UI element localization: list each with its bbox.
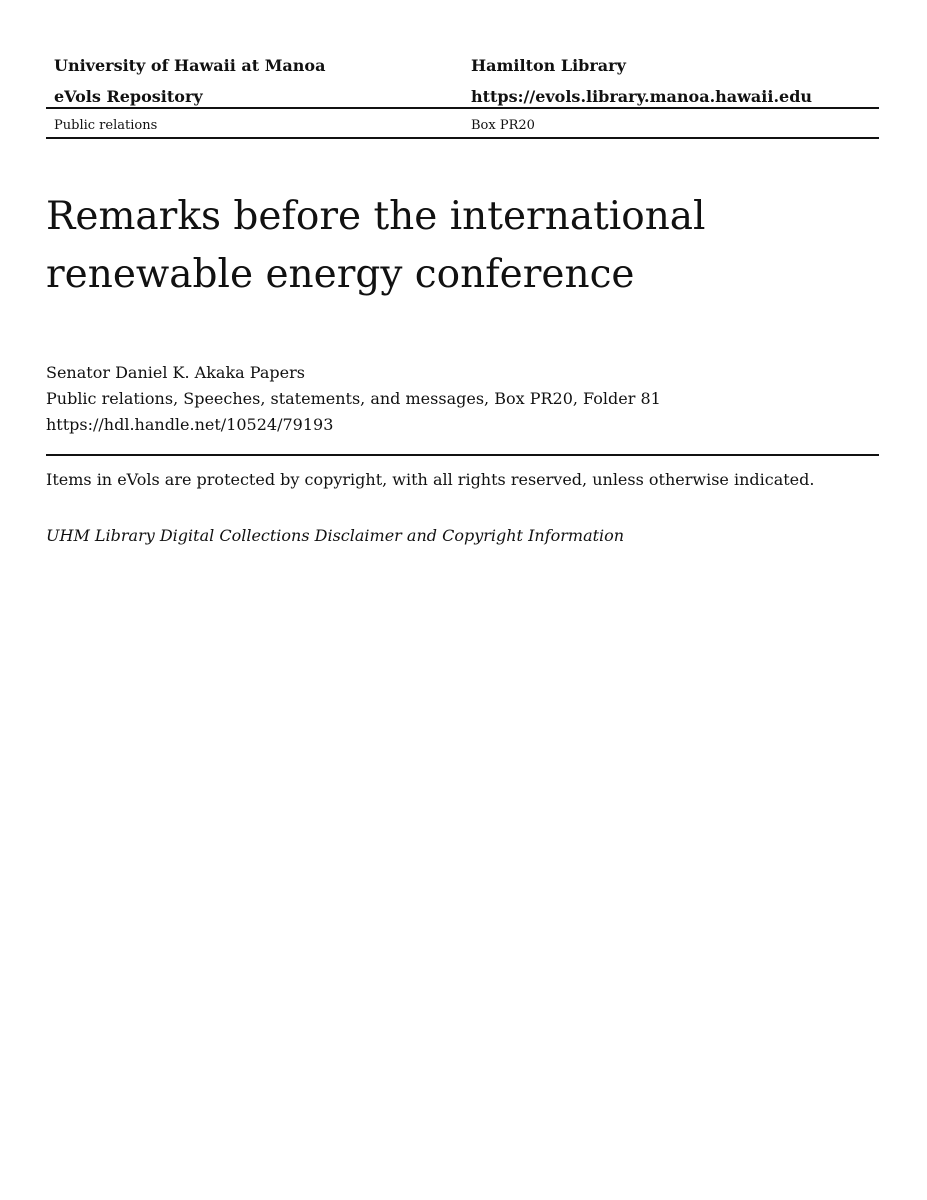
- collection-name: Senator Daniel K. Akaka Papers: [46, 363, 305, 382]
- document-title-line-2: renewable energy conference: [46, 252, 635, 297]
- metadata-divider: [46, 454, 879, 456]
- document-title: [46, 188, 879, 304]
- header-divider-bottom: [46, 137, 879, 139]
- header-row-2: [46, 83, 879, 114]
- handle-link[interactable]: https://hdl.handle.net/10524/79193: [46, 415, 334, 434]
- document-metadata: [46, 360, 879, 438]
- box-label: Box PR20: [471, 118, 535, 133]
- document-title-line-1: Remarks before the international: [46, 194, 706, 239]
- header-subrow: [46, 116, 879, 136]
- header-row-1: [46, 52, 879, 83]
- library-name: Hamilton Library: [471, 56, 626, 75]
- header-table: [46, 52, 879, 114]
- header-divider-top: [46, 107, 879, 109]
- repository-name: eVols Repository: [54, 87, 203, 106]
- collection-series: Public relations: [54, 118, 158, 133]
- repository-url-link[interactable]: https://evols.library.manoa.hawaii.edu: [471, 87, 813, 106]
- copyright-notice: Items in eVols are protected by copyright, with all rights reserved, unless otherwise indicated.: [46, 470, 815, 489]
- folder-location: Public relations, Speeches, statements, and messages, Box PR20, Folder 81: [46, 389, 661, 408]
- institution-name: University of Hawaii at Manoa: [54, 56, 326, 75]
- disclaimer-link[interactable]: UHM Library Digital Collections Disclaimer and Copyright Information: [46, 526, 625, 545]
